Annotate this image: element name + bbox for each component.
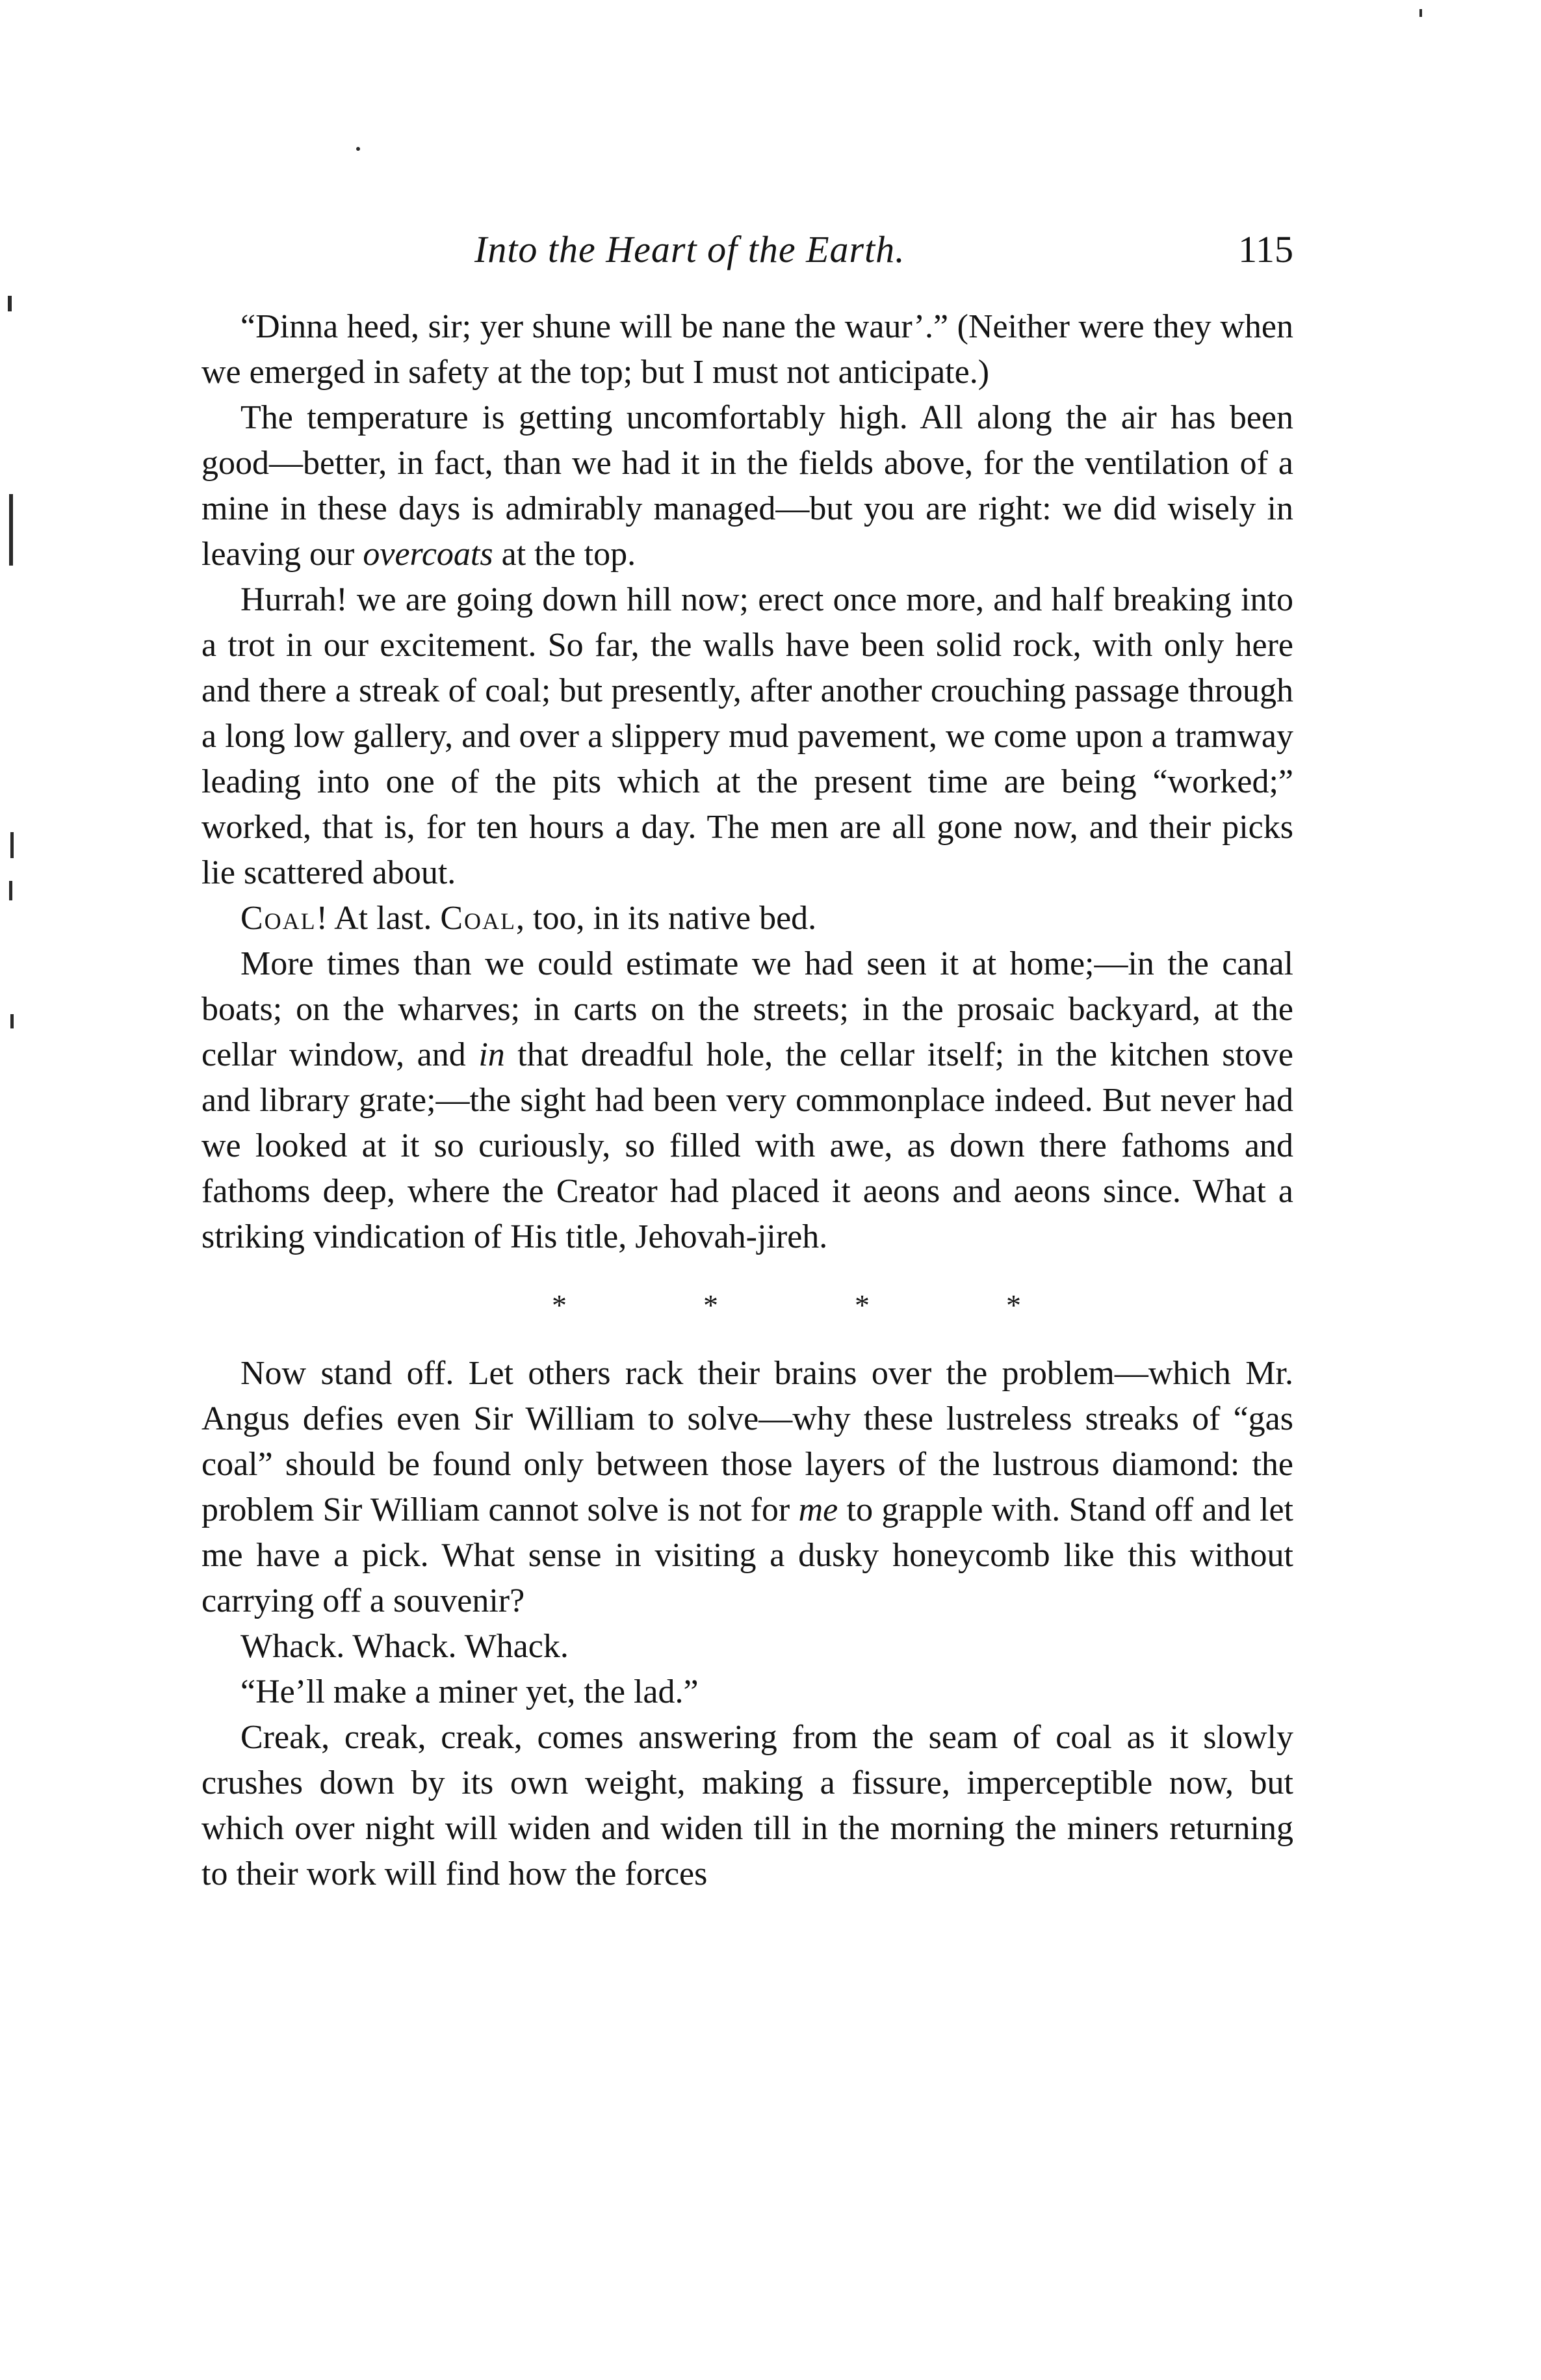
paragraph-text: ! At last. bbox=[316, 900, 441, 937]
body-text bbox=[201, 304, 1293, 1897]
paragraph: Whack. Whack. Whack. bbox=[240, 1628, 569, 1665]
emphasis: overcoats bbox=[363, 536, 493, 573]
paragraph: Hurrah! we are going down hill now; erect once more, and half breaking into a trot in our excitement. So far, the walls have been solid rock, with only here and there a streak of coal; but presently, after another crouching passage through a long low gallery, and over a slippery mud pavement, we come upon a tramway leading into one of the pits which at the present time are being “worked;” worked, that is, for ten hours a day. The men are all gone now, and their picks lie scattered about. bbox=[201, 581, 1293, 891]
running-head: Into the Heart of the Earth. bbox=[474, 228, 905, 270]
paragraph bbox=[201, 395, 1293, 577]
section-star: * bbox=[855, 1288, 870, 1322]
emphasis: in bbox=[478, 1036, 505, 1073]
section-break bbox=[279, 1260, 1293, 1351]
paragraph bbox=[201, 896, 1293, 941]
page-number: 115 bbox=[1238, 228, 1293, 270]
margin-mark bbox=[10, 1014, 14, 1028]
page-header bbox=[201, 228, 1293, 280]
margin-mark bbox=[1419, 9, 1422, 17]
section-star: * bbox=[703, 1288, 718, 1322]
paragraph-text: at the top. bbox=[493, 536, 636, 573]
section-star: * bbox=[552, 1288, 567, 1322]
paragraph bbox=[201, 1351, 1293, 1624]
paragraph-text: to grapple with. Stand off and let me have a pick. What sense in visiting a dusky honeycomb like this without carrying off a souvenir? bbox=[201, 1491, 1293, 1619]
margin-mark bbox=[8, 296, 12, 311]
margin-mark bbox=[10, 832, 14, 858]
small-caps-word: Coal bbox=[240, 900, 317, 937]
paragraph-text: that dreadful hole, the cellar itself; in the kitchen stove and library grate;—the sight had been very commonplace indeed. But never had we looked at it so curiously, so filled with awe, as down there fathoms and fathoms deep, where the Creator had placed it aeons and aeons since. What a striking vindication of His title, Jehovah-jireh. bbox=[201, 1036, 1294, 1255]
paragraph bbox=[201, 941, 1293, 1260]
paragraph: Creak, creak, creak, comes answering from the seam of coal as it slowly crushes down by its own weight, making a fissure, imperceptible now, but which over night will widen and widen till in the morning the miners returning to their work will find how the forces bbox=[201, 1719, 1293, 1892]
paragraph: “He’ll make a miner yet, the lad.” bbox=[240, 1673, 699, 1710]
scan-speck bbox=[356, 147, 360, 151]
emphasis: me bbox=[798, 1491, 838, 1528]
paragraph-text: The temperature is getting uncomfortably high. All along the air has been good—better, in fact, than we had it in the fields above, for the ventilation of a mine in these days is admirably managed—but you are right: we did wisely in leaving our bbox=[201, 399, 1293, 573]
paragraph: “Dinna heed, sir; yer shune will be nane the waur’.” (Neither were they when we emerged in safety at the top; but I must not anticipate.) bbox=[201, 308, 1293, 391]
paragraph-text: , too, in its native bed. bbox=[516, 900, 817, 937]
margin-mark bbox=[9, 494, 13, 566]
margin-mark bbox=[9, 881, 12, 900]
paragraph-text: More times than we could estimate we had seen it at home;—in the canal boats; on the wharves; in carts on the streets; in the prosaic backyard, at the cellar window, and bbox=[201, 945, 1293, 1073]
small-caps-word: Coal bbox=[440, 900, 517, 937]
paragraph-text: Now stand off. Let others rack their brains over the problem—which Mr. Angus defies even Sir William to solve—why these lustreless streaks of “gas coal” should be found only between those layers of the lustrous diamond: the problem Sir William cannot solve is not for bbox=[201, 1355, 1293, 1528]
section-star: * bbox=[1006, 1288, 1021, 1322]
